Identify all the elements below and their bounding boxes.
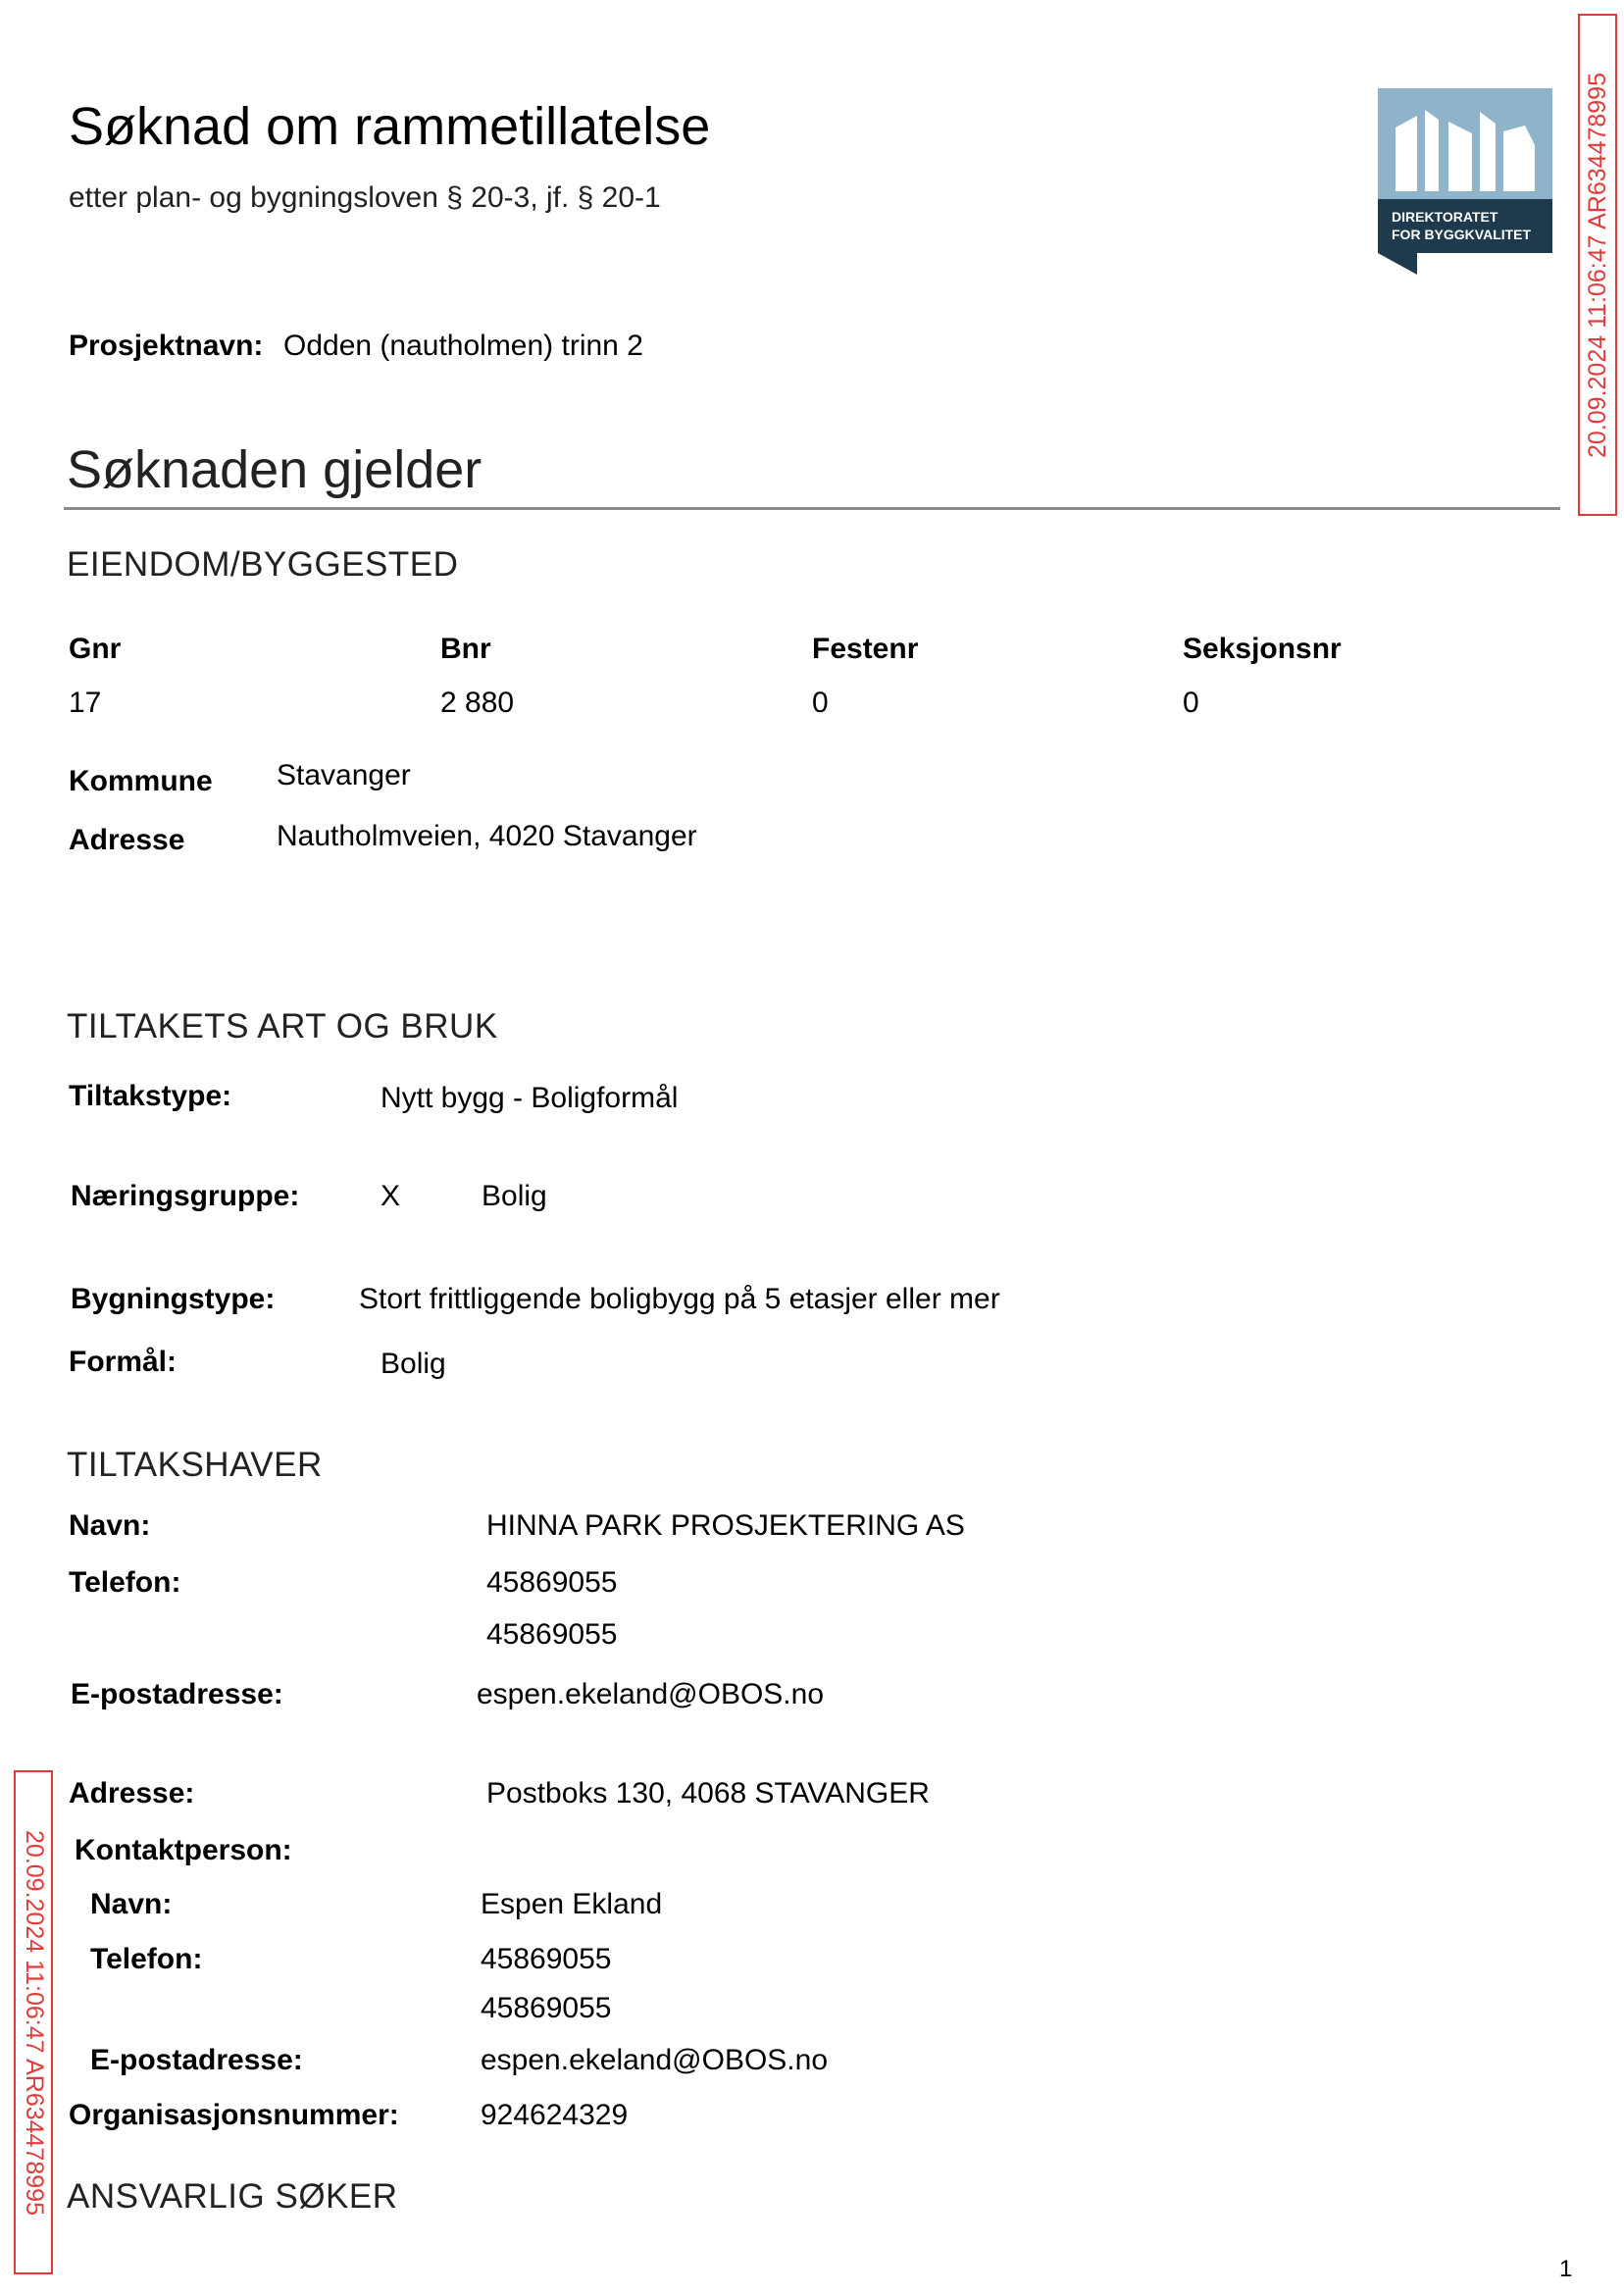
heading-divider xyxy=(64,507,1560,510)
kommune-value: Stavanger xyxy=(277,759,411,791)
kontakt-telefon-value-2: 45869055 xyxy=(481,1992,612,2024)
eiendom-heading: EIENDOM/BYGGESTED xyxy=(67,545,459,584)
kontakt-epost-value: espen.ekeland@OBOS.no xyxy=(481,2044,829,2076)
festenr-label: Festenr xyxy=(812,633,919,665)
formal-label: Formål: xyxy=(69,1346,178,1378)
tiltakshaver-heading: TILTAKSHAVER xyxy=(67,1446,323,1484)
kontakt-navn-value: Espen Ekland xyxy=(481,1888,663,1920)
page-number: 1 xyxy=(1559,2256,1573,2282)
document-subtitle: etter plan- og bygningsloven § 20-3, jf. § 20-1 xyxy=(69,181,661,214)
formal-value: Bolig xyxy=(381,1348,446,1380)
stamp-text: 20.09.2024 11:06:47 AR634478995 xyxy=(1583,72,1611,458)
orgnr-label: Organisasjonsnummer: xyxy=(69,2099,399,2131)
kontakt-telefon-value-1: 45869055 xyxy=(481,1943,612,1975)
bnr-value: 2 880 xyxy=(440,687,515,719)
gnr-label: Gnr xyxy=(69,633,122,665)
kontaktperson-label: Kontaktperson: xyxy=(75,1834,292,1866)
naeringsgruppe-value: Bolig xyxy=(482,1180,547,1212)
naeringsgruppe-code: X xyxy=(381,1180,401,1212)
festenr-value: 0 xyxy=(812,687,829,719)
timestamp-stamp-top xyxy=(1578,14,1617,516)
bygningstype-label: Bygningstype: xyxy=(71,1283,276,1315)
seksjonsnr-value: 0 xyxy=(1183,687,1199,719)
tiltakshaver-epost-value: espen.ekeland@OBOS.no xyxy=(477,1678,825,1710)
seksjonsnr-label: Seksjonsnr xyxy=(1183,633,1342,665)
dibk-logo-icon xyxy=(1378,88,1552,275)
project-value: Odden (nautholmen) trinn 2 xyxy=(283,330,643,362)
ansvarlig-heading: ANSVARLIG SØKER xyxy=(67,2177,398,2216)
naeringsgruppe-label: Næringsgruppe: xyxy=(71,1180,300,1212)
section-heading: Søknaden gjelder xyxy=(67,440,482,499)
tiltakstype-label: Tiltakstype: xyxy=(69,1080,232,1112)
bnr-label: Bnr xyxy=(440,633,491,665)
tiltakshaver-navn-value: HINNA PARK PROSJEKTERING AS xyxy=(486,1509,965,1542)
tiltakshaver-telefon-label: Telefon: xyxy=(69,1566,181,1599)
stamp-text: 20.09.2024 11:06:47 AR634478995 xyxy=(20,1829,48,2216)
kontakt-telefon-label: Telefon: xyxy=(90,1943,203,1975)
adresse-value: Nautholmveien, 4020 Stavanger xyxy=(277,820,697,852)
tiltakshaver-adresse-value: Postboks 130, 4068 STAVANGER xyxy=(486,1777,930,1810)
document-title: Søknad om rammetillatelse xyxy=(69,97,711,156)
orgnr-value: 924624329 xyxy=(481,2099,629,2131)
gnr-value: 17 xyxy=(69,687,102,719)
adresse-label: Adresse xyxy=(69,824,185,856)
tiltakstype-value: Nytt bygg - Boligformål xyxy=(381,1082,679,1114)
logo-text-line1: DIREKTORATET xyxy=(1392,209,1498,225)
kontakt-navn-label: Navn: xyxy=(90,1888,173,1920)
dibk-logo xyxy=(1378,88,1552,275)
tiltakshaver-telefon-value-1: 45869055 xyxy=(486,1566,618,1599)
logo-text-line2: FOR BYGGKVALITET xyxy=(1392,227,1532,242)
kontakt-epost-label: E-postadresse: xyxy=(90,2044,303,2076)
timestamp-stamp-bottom xyxy=(14,1770,53,2274)
kommune-label: Kommune xyxy=(69,765,213,797)
tiltak-heading: TILTAKETS ART OG BRUK xyxy=(67,1007,498,1045)
tiltakshaver-epost-label: E-postadresse: xyxy=(71,1678,283,1710)
project-label: Prosjektnavn: xyxy=(69,330,264,362)
tiltakshaver-adresse-label: Adresse: xyxy=(69,1777,195,1810)
tiltakshaver-telefon-value-2: 45869055 xyxy=(486,1618,618,1651)
tiltakshaver-navn-label: Navn: xyxy=(69,1509,151,1542)
bygningstype-value: Stort frittliggende boligbygg på 5 etasjer eller mer xyxy=(359,1283,1000,1315)
